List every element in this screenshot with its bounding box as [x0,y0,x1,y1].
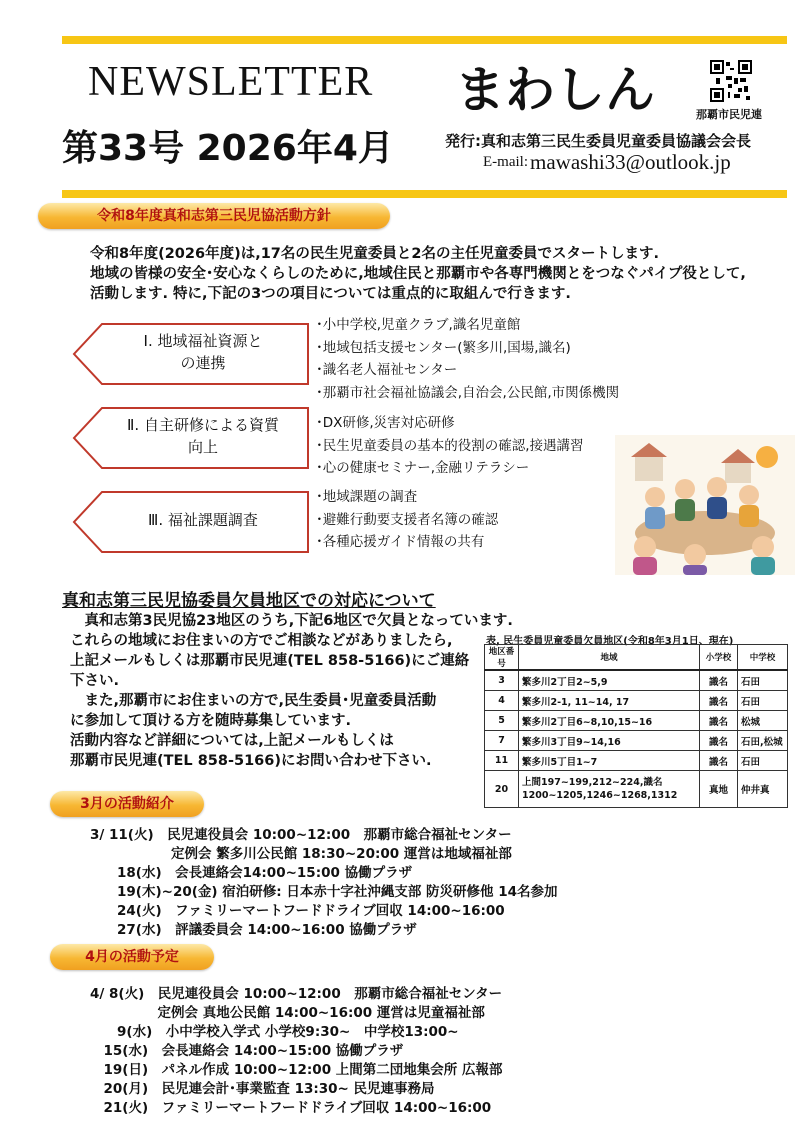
table-cell: 上間197~199,212~224,識名1200~1205,1246~1268,1312 [519,771,700,808]
table-cell: 20 [485,771,519,808]
publisher: 発行:真和志第三民生委員児童委員協議会会長 [445,132,752,150]
table-cell: 真地 [700,771,738,808]
table-cell: 繁多川2丁目6~8,10,15~16 [519,711,700,731]
vacancy-line: また,那覇市にお住まいの方で,民生委員･児童委員活動 [70,693,437,709]
table-cell: 識名 [700,751,738,771]
vacancy-line: 真和志第3民児協23地区のうち,下記6地区で欠員となっています. [70,613,513,629]
schedule-line: 9(水) 小中学校入学式 小学校9:30~ 中学校13:00~ [90,1024,459,1040]
qr-code-icon[interactable] [710,60,752,102]
policy-line: 令和8年度(2026年度)は,17名の民生児童委員と2名の主任児童委員でスタートします. [90,246,659,262]
vacancy-line: 下さい. [70,673,120,689]
policy-item-bullets: ･小中学校,児童クラブ,識名児童館 ･地域包括支援センター(繁多川,国場,識名) ･識名老人福祉センター ･那覇市社会福祉協議会,自治会,公民館,市関係機関 [316,317,620,401]
april-pill: 4月の活動予定 [50,944,214,970]
top-accent-bar [62,36,787,44]
table-cell: 識名 [700,670,738,691]
table-header-row [485,645,788,671]
vacancy-line: に参加して頂ける方を随時募集しています. [70,713,352,729]
table-cell: 繁多川3丁目9~14,16 [519,731,700,751]
table-cell: 5 [485,711,519,731]
policy-line: 活動します. 特に,下記の3つの項目については重点的に取組んで行きます. [90,286,571,302]
schedule-line: 18(水) 会長連絡会14:00~15:00 協働プラザ [90,865,413,881]
schedule-line: 定例会 真地公民館 14:00~16:00 運営は児童福祉部 [90,1005,485,1021]
table-cell: 3 [485,670,519,691]
table-cell: 石田 [738,670,788,691]
newsletter-title-en: NEWSLETTER [88,59,374,105]
table-cell: 繁多川2丁目2~5,9 [519,670,700,691]
table-caption: 表, 民生委員児童委員欠員地区(令和8年3月1日、現在) [486,636,734,647]
schedule-line: 19(木)~20(金) 宿泊研修: 日本赤十字社沖縄支部 防災研修他 14名参加 [90,884,558,900]
march-pill: 3月の活動紹介 [50,791,204,817]
schedule-line: 19(日) パネル作成 10:00~12:00 上間第二団地集会所 広報部 [90,1062,503,1078]
table-cell: 松城 [738,711,788,731]
issue-number: 第33号 2026年4月 [62,128,394,169]
email-label: E-mail: [483,154,528,170]
schedule-line: 21(火) ファミリーマートフードドライブ回収 14:00~16:00 [90,1100,492,1116]
policy-item-bullets: ･DX研修,災害対応研修 ･民生児童委員の基本的役割の確認,接遇講習 ･心の健康セミナー,金融リテラシー [316,415,584,476]
table-row [485,711,788,731]
table-cell: 石田,松城 [738,731,788,751]
schedule-line: 15(水) 会長連絡会 14:00~15:00 協働プラザ [90,1043,404,1059]
table-header: 地区番号 [485,645,519,671]
table-row [485,670,788,691]
table-header: 小学校 [700,645,738,671]
table-cell: 石田 [738,751,788,771]
table-cell: 4 [485,691,519,711]
policy-item-label: Ⅱ. 自主研修による資質 向上 [127,416,279,456]
table-header: 中学校 [738,645,788,671]
table-cell: 識名 [700,691,738,711]
email-address[interactable]: mawashi33@outlook.jp [530,150,731,174]
table-row [485,691,788,711]
table-cell: 仲井真 [738,771,788,808]
policy-pill: 令和8年度真和志第三民児協活動方針 [38,203,390,229]
newsletter-title-jp: まわしん [455,61,655,119]
table-cell: 繁多川2-1, 11~14, 17 [519,691,700,711]
table-cell: 7 [485,731,519,751]
table-cell: 11 [485,751,519,771]
policy-item-label: Ⅰ. 地域福祉資源と の連携 [143,332,263,372]
table-cell: 繁多川5丁目1~7 [519,751,700,771]
schedule-line: 4/ 8(火) 民児連役員会 10:00~12:00 那覇市総合福祉センター [90,986,503,1002]
table-row [485,771,788,808]
table-cell: 石田 [738,691,788,711]
policy-item-bullets: ･地域課題の調査 ･避難行動要支援者名簿の確認 ･各種応援ガイド情報の共有 [316,489,499,550]
vacancy-line: 上記メールもしくは那覇市民児連(TEL 858-5166)にご連絡 [70,653,470,669]
table-header: 地域 [519,645,700,671]
schedule-line: 20(月) 民児連会計･事業監査 13:30~ 民児連事務局 [90,1081,435,1097]
table-cell: 識名 [700,731,738,751]
table-cell: 識名 [700,711,738,731]
qr-label: 那覇市民児連 [696,108,762,121]
schedule-line: 3/ 11(火) 民児連役員会 10:00~12:00 那覇市総合福祉センター [90,827,512,843]
bottom-accent-bar [62,190,787,198]
schedule-line: 24(火) ファミリーマートフードドライブ回収 14:00~16:00 [90,903,505,919]
schedule-line: 定例会 繁多川公民館 18:30~20:00 運営は地域福祉部 [90,846,512,862]
vacancy-line: これらの地域にお住まいの方でご相談などがありましたら, [70,633,453,649]
policy-item-label: Ⅲ. 福祉課題調査 [148,511,258,529]
vacancy-table [484,644,788,808]
vacancy-line: 活動内容など詳細については,上記メールもしくは [70,733,394,749]
vacancy-line: 那覇市民児連(TEL 858-5166)にお問い合わせ下さい. [70,753,432,769]
policy-line: 地域の皆様の安全･安心なくらしのために,地域住民と那覇市や各専門機関とをつなぐパイプ役として, [90,266,746,282]
vacancy-section-title: 真和志第三民児協委員欠員地区での対応について [62,591,436,611]
community-meeting-illustration [615,435,795,575]
schedule-line: 27(水) 評議委員会 14:00~16:00 協働プラザ [90,922,417,938]
table-row [485,751,788,771]
table-row [485,731,788,751]
